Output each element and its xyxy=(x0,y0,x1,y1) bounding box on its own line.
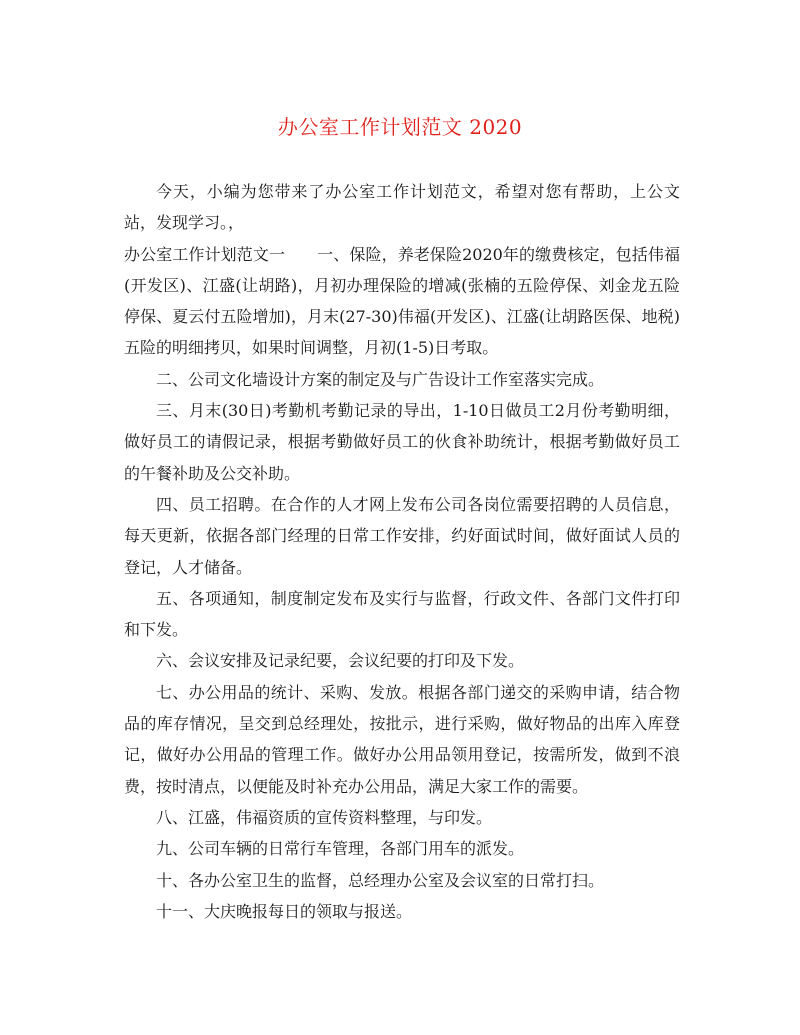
item-1-text: 一、保险，养老保险2020年的缴费核定，包括伟福(开发区)、江盛(让胡路)，月初办理保险的增减(张楠的五险停保、刘金龙五险停保、夏云付五险增加)，月末(27-30)伟福(开发区)、江盛(让胡路医保、地税)五险的明细拷贝，如果时间调整，月初(1-5)日考取。 xyxy=(124,244,680,358)
item-11-paragraph: 十一、大庆晚报每日的领取与报送。 xyxy=(156,901,413,921)
item-6-paragraph: 六、会议安排及记录纪要，会议纪要的打印及下发。 xyxy=(156,651,525,671)
item-8-paragraph: 八、江盛，伟福资质的宣传资料整理，与印发。 xyxy=(156,807,493,827)
item-4-paragraph: 四、员工招聘。在合作的人才网上发布公司各岗位需要招聘的人员信息，每天更新，依据各部门经理的日常工作安排，约好面试时间，做好面试人员的登记，人才储备。 xyxy=(124,494,680,577)
item-5-paragraph: 五、各项通知，制度制定发布及实行与监督，行政文件、各部门文件打印和下发。 xyxy=(124,588,680,640)
item-9-paragraph: 九、公司车辆的日常行车管理，各部门用车的派发。 xyxy=(156,839,525,859)
item-10-paragraph: 十、各办公室卫生的监督，总经理办公室及会议室的日常打扫。 xyxy=(156,870,605,890)
section-first-paragraph xyxy=(124,239,680,364)
item-7-paragraph: 七、办公用品的统计、采购、发放。根据各部门递交的采购申请，结合物品的库存情况，呈交到总经理处，按批示，进行采购，做好物品的出库入库登记，做好办公用品的管理工作。做好办公用品领用登记，按需所发，做到不浪费，按时清点，以便能及时补充办公用品，满足大家工作的需要。 xyxy=(124,682,680,796)
item-3-paragraph: 三、月末(30日)考勤机考勤记录的导出，1-10日做员工2月份考勤明细，做好员工的请假记录，根据考勤做好员工的伙食补助统计，根据考勤做好员工的午餐补助及公交补助。 xyxy=(124,401,680,483)
intro-paragraph: 今天，小编为您带来了办公室工作计划范文，希望对您有帮助，上公文站，发现学习。， xyxy=(124,182,680,233)
section-heading: 办公室工作计划范文一 xyxy=(124,244,286,264)
item-2-paragraph: 二、公司文化墙设计方案的制定及与广告设计工作室落实完成。 xyxy=(156,369,605,389)
document-body xyxy=(124,176,680,927)
document-title: 办公室工作计划范文 2020 xyxy=(277,115,523,139)
